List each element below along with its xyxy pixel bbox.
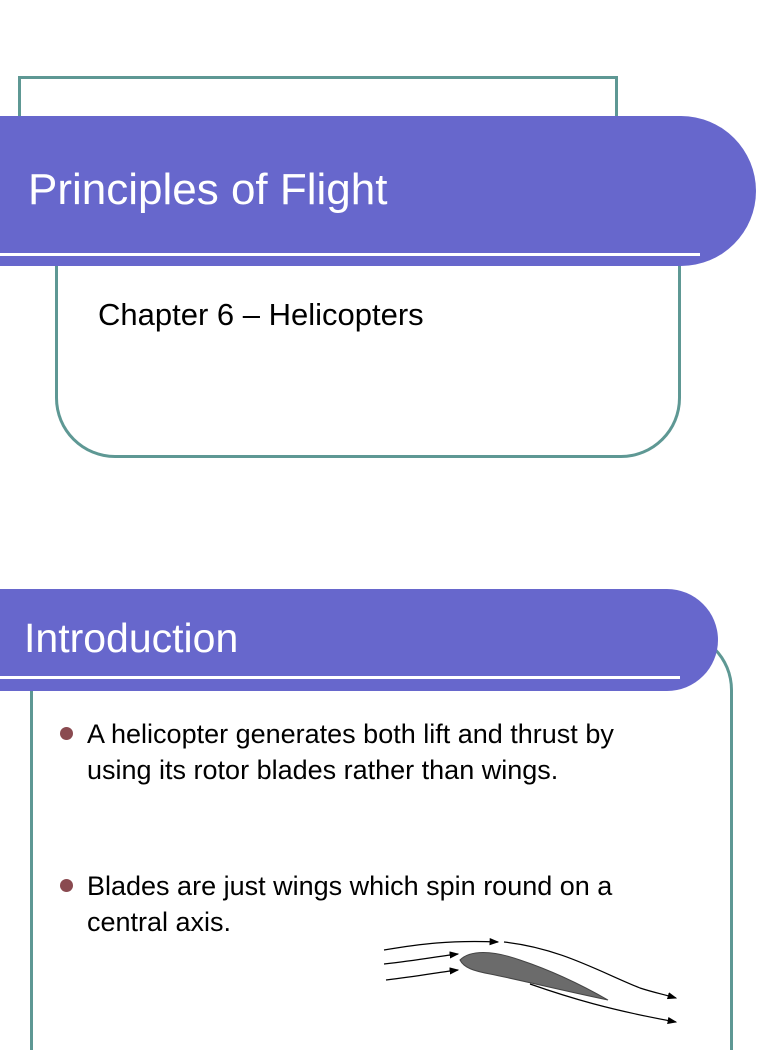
slide-subtitle: Chapter 6 – Helicopters — [98, 297, 424, 332]
heading-underline — [0, 676, 680, 679]
title-slide — [0, 0, 768, 480]
introduction-slide — [0, 520, 768, 1024]
airfoil-airflow-icon — [380, 928, 690, 1024]
subtitle-frame — [55, 250, 681, 458]
title-underline — [0, 253, 700, 256]
bullet-text: Blades are just wings which spin round on a central axis. — [87, 871, 613, 937]
bullet-text: A helicopter generates both lift and thrust by using its rotor blades rather than wings. — [87, 719, 614, 785]
slide-heading: Introduction — [24, 615, 239, 661]
bullet-dot-icon — [60, 879, 73, 892]
slide-title: Principles of Flight — [28, 165, 388, 214]
bullet-dot-icon — [60, 727, 73, 740]
